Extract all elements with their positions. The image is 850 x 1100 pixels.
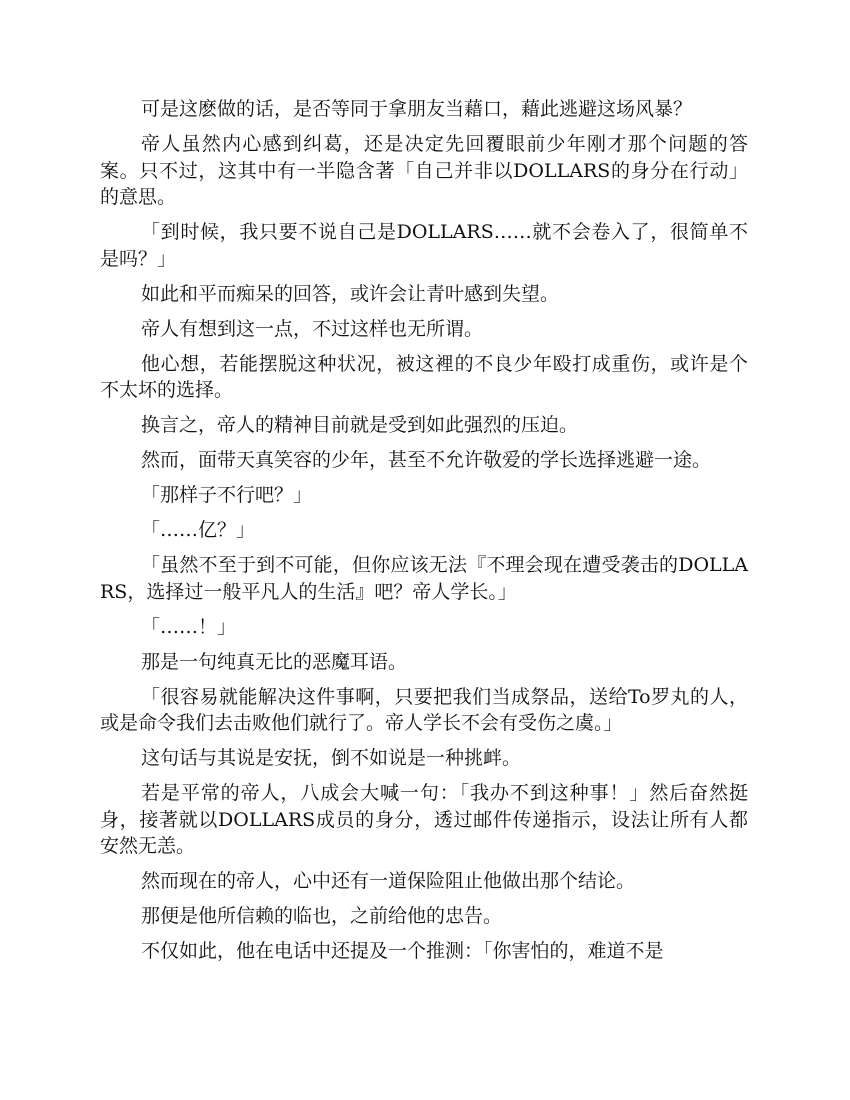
paragraph: 「那样子不行吧？」 [141,484,313,506]
paragraph: 换言之，帝人的精神目前就是受到如此强烈的压迫。 [141,414,579,436]
paragraph: 「到时候，我只要不说自己是DOLLARS……就不会卷入了，很简单不是吗？」 [100,221,748,270]
paragraph: 他心想，若能摆脱这种状况，被这裡的不良少年殴打成重伤，或许是个不太坏的选择。 [100,352,748,401]
paragraph: 可是这麽做的话，是否等同于拿朋友当藉口，藉此逃避这场风暴？ [141,98,693,120]
paragraph: 如此和平而痴呆的回答，或许会让青叶感到失望。 [141,282,560,305]
paragraph: 帝人虽然内心感到纠葛，还是决定先回覆眼前少年刚才那个问题的答案。只不过，这其中有一半隐含著「自己并非以DOLLARS的身分在行动」的意思。 [100,133,748,208]
document-page [100,96,748,973]
paragraph: 然而现在的帝人，心中还有一道保险阻止他做出那个结论。 [141,870,636,892]
paragraph: 不仅如此，他在电话中还提及一个推测：「你害怕的，难道不是 [141,940,664,962]
paragraph: 「很容易就能解决这件事啊，只要把我们当成祭品，送给To罗丸的人，或是命令我们去击败他们就行了。帝人学长不会有受伤之虞。」 [100,685,748,734]
paragraph: 「……！」 [141,615,237,638]
paragraph: 这句话与其说是安抚，倒不如说是一种挑衅。 [141,747,522,769]
paragraph: 然而，面带天真笑容的少年，甚至不允许敬爱的学长选择逃避一途。 [141,449,712,471]
paragraph: 若是平常的帝人，八成会大喊一句：「我办不到这种事！」然后奋然挺身，接著就以DOLLARS成员的身分，透过邮件传递指示，设法让所有人都安然无恙。 [100,782,748,857]
paragraph: 那是一句纯真无比的恶魔耳语。 [141,650,408,673]
paragraph: 帝人有想到这一点，不过这样也无所谓。 [141,317,484,340]
paragraph: 「……亿？」 [141,519,256,541]
paragraph: 那便是他所信赖的临也，之前给他的忠告。 [141,905,503,927]
paragraph: 「虽然不至于到不可能，但你应该无法『不理会现在遭受袭击的DOLLARS，选择过一般平凡人的生活』吧？帝人学长。」 [100,554,748,603]
